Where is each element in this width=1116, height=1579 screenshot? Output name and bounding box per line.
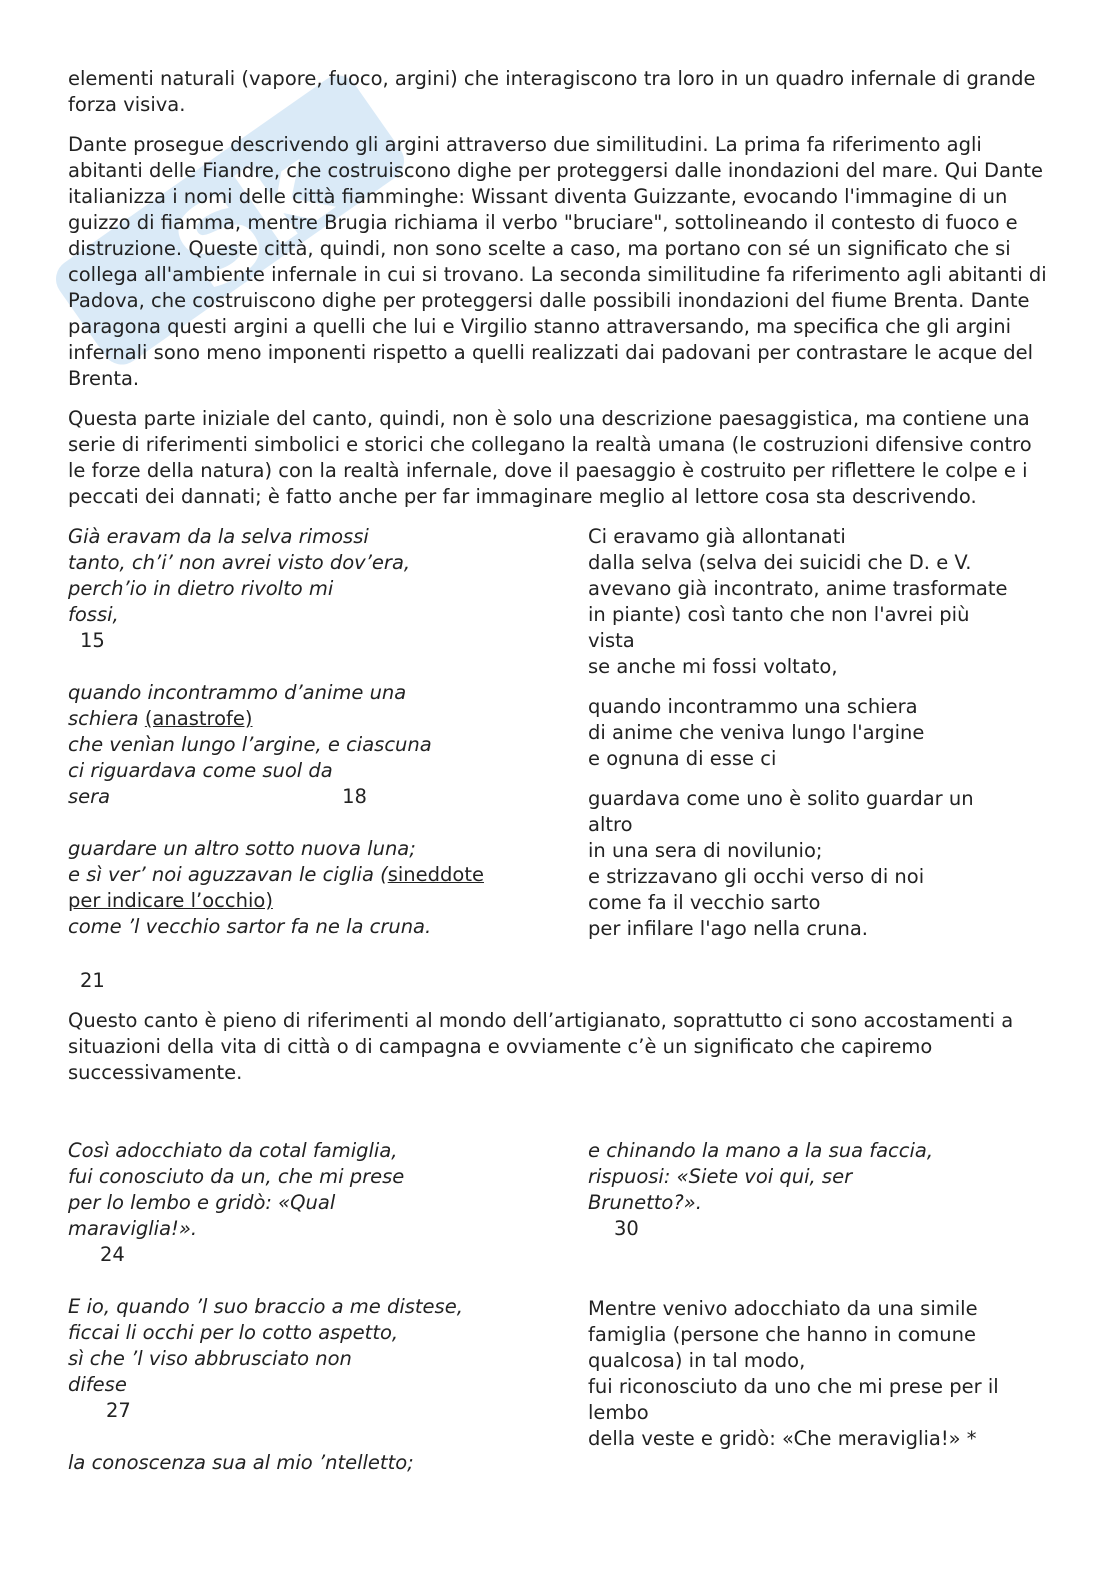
verse-block-2	[68, 1138, 1048, 1476]
paragraph-1: elementi naturali (vapore, fuoco, argini) che interagiscono tra loro in un quadro infernale di grande forza visiva.	[68, 67, 1036, 116]
paragraph-2: Dante prosegue descrivendo gli argini attraverso due similitudini. La prima fa riferimento agli abitanti delle Fiandre, che costruiscono dighe per proteggersi dalle inondazioni del mare. Qui Dante italianizza i nomi delle città fiamminghe: Wissant diventa Guizzante, evocando l'immagine di un guizzo di fiamma, mentre Brugia richiama il verbo "bruciare", sottolineando il contesto di fuoco e distruzione. Queste città, quindi, non sono scelte a caso, ma portano con sé un significato che si collega all'ambiente infernale in cui si trovano. La seconda similitudine fa riferimento agli abitanti di Padova, che costruiscono dighe per proteggersi dalle possibili inondazioni del fiume Brenta. Dante paragona questi argini a quelli che lui e Virgilio stanno attraversando, ma specifica che gli argini infernali sono meno imponenti rispetto a quelli realizzati dai padovani per contrastare le acque del Brenta.	[68, 133, 1047, 390]
verse-line: e chinando la mano a la sua faccia,	[588, 1139, 934, 1162]
verse-column-2	[68, 1138, 518, 1476]
verse-line: tanto, ch’i’ non avrei visto dov’era,	[68, 551, 411, 574]
verse-number: 27	[106, 1399, 131, 1422]
verse-line: Già eravam da la selva rimossi	[68, 525, 369, 548]
translation-line: per infilare l'ago nella cruna.	[588, 917, 868, 940]
document-page	[68, 66, 1048, 1476]
paragraph-mid: Questo canto è pieno di riferimenti al mondo dell’artigianato, soprattutto ci sono accostamenti a situazioni della vita di città o di campagna e ovviamente c’è un significato che capiremo successivamente.	[68, 1009, 1014, 1084]
verse-line	[68, 862, 518, 888]
verse-stanza-7	[588, 1138, 1048, 1242]
annotation-occhio: per indicare l’occhio)	[68, 889, 273, 912]
verse-text: sera	[68, 785, 111, 808]
verse-stanza-6	[68, 1450, 518, 1476]
translation-stanza-1	[588, 524, 1048, 680]
verse-line	[68, 706, 518, 732]
translation-line: lembo	[588, 1401, 649, 1424]
translation-line: Ci eravamo già allontanati	[588, 525, 846, 548]
verse-line: perch’io in dietro rivolto mi	[68, 577, 334, 600]
translation-line: Mentre venivo adocchiato da una simile	[588, 1297, 978, 1320]
verse-text: schiera	[68, 707, 139, 730]
verse-line: guardare un altro sotto nuova luna;	[68, 837, 416, 860]
verse-line	[68, 784, 518, 810]
verse-line: come ’l vecchio sartor fa ne la cruna.	[68, 915, 432, 938]
verse-number: 15	[80, 629, 105, 652]
verse-line: Brunetto?».	[588, 1191, 702, 1214]
translation-stanza-4	[588, 1296, 1048, 1452]
verse-line: ci riguardava come suol da	[68, 759, 333, 782]
annotation-sineddote: sineddote	[387, 863, 484, 886]
paragraph-3: Questa parte iniziale del canto, quindi, non è solo una descrizione paesaggistica, ma contiene una serie di riferimenti simbolici e storici che collegano la realtà umana (le costruzioni difensive contro le forze della natura) con la realtà infernale, dove il paesaggio è costruito per riflettere le colpe e i peccati dei dannati; è fatto anche per far immaginare meglio al lettore cosa sta descrivendo.	[68, 407, 1032, 508]
verse-stanza-2	[68, 680, 518, 810]
watermark-text: Sk	[151, 124, 350, 317]
translation-column-2	[588, 1138, 1048, 1476]
verse-line: fui conosciuto da un, che mi prese	[68, 1165, 405, 1188]
verse-line: che venìan lungo l’argine, e ciascuna	[68, 733, 432, 756]
verse-line: maraviglia!».	[68, 1217, 198, 1240]
verse-line: la conoscenza sua al mio ’ntelletto;	[68, 1451, 414, 1474]
verse-line: fossi,	[68, 603, 119, 626]
verse-stanza-3	[68, 836, 518, 940]
translation-line: come fa il vecchio sarto	[588, 891, 821, 914]
translation-stanza-2	[588, 694, 1048, 772]
verse-line: per lo lembo e gridò: «Qual	[68, 1191, 336, 1214]
translation-line: e ognuna di esse ci	[588, 747, 777, 770]
verse-line: sì che ’l viso abbrusciato non	[68, 1347, 352, 1370]
verse-line: E io, quando ’l suo braccio a me distese,	[68, 1295, 463, 1318]
verse-line: ficcai li occhi per lo cotto aspetto,	[68, 1321, 399, 1344]
verse-stanza-1	[68, 524, 518, 654]
translation-line: dalla selva (selva dei suicidi che D. e V.	[588, 551, 972, 574]
translation-line: avevano già incontrato, anime trasformate	[588, 577, 1008, 600]
verse-line: quando incontrammo d’anime una	[68, 681, 407, 704]
verse-number: 30	[614, 1217, 639, 1240]
translation-line: famiglia (persone che hanno in comune	[588, 1323, 977, 1346]
translation-line: qualcosa) in tal modo,	[588, 1349, 806, 1372]
translation-line: in una sera di novilunio;	[588, 839, 823, 862]
translation-line: e strizzavano gli occhi verso di noi	[588, 865, 925, 888]
verse-line: rispuosi: «Siete voi qui, ser	[588, 1165, 853, 1188]
verse-line: Così adocchiato da cotal famiglia,	[68, 1139, 398, 1162]
translation-line: in piante) così tanto che non l'avrei più	[588, 603, 970, 626]
translation-line: fui riconosciuto da uno che mi prese per il	[588, 1375, 999, 1398]
translation-line: altro	[588, 813, 633, 836]
verse-number: 24	[100, 1243, 125, 1266]
verse-block-1	[68, 524, 1048, 942]
annotation-anastrofe: (anastrofe)	[144, 707, 253, 730]
translation-line: di anime che veniva lungo l'argine	[588, 721, 925, 744]
translation-line: quando incontrammo una schiera	[588, 695, 918, 718]
translation-line: vista	[588, 629, 635, 652]
translation-line: della veste e gridò: «Che meraviglia!» *	[588, 1427, 977, 1450]
translation-line: guardava come uno è solito guardar un	[588, 787, 974, 810]
translation-stanza-3	[588, 786, 1048, 942]
verse-number: 18	[342, 785, 367, 808]
verse-stanza-5	[68, 1294, 518, 1424]
verse-text: e sì ver’ noi aguzzavan le ciglia (	[68, 863, 388, 886]
verse-column-1	[68, 524, 518, 942]
translation-line: se anche mi fossi voltato,	[588, 655, 838, 678]
translation-column-1	[588, 524, 1048, 942]
verse-stanza-4	[68, 1138, 518, 1268]
verse-number: 21	[80, 969, 105, 992]
verse-line: difese	[68, 1373, 127, 1396]
